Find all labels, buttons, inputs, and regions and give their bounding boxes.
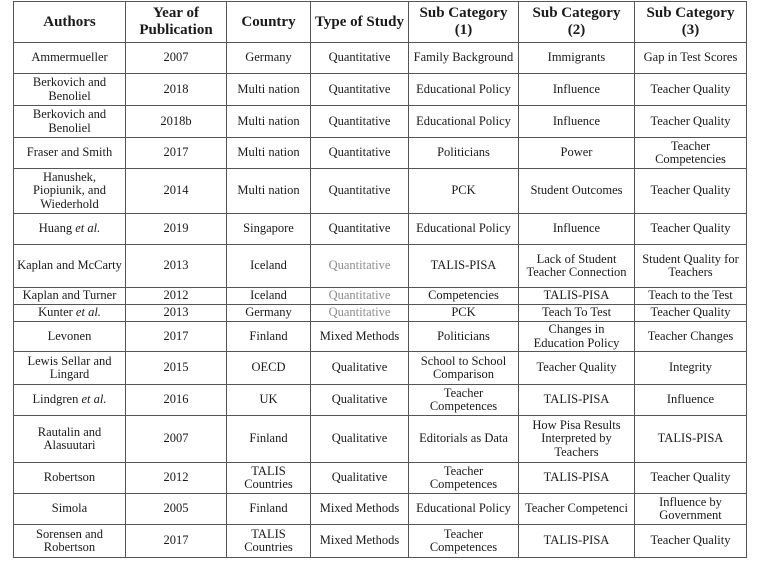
cell-year: 2013 <box>126 245 227 288</box>
cell-sub-category-1: Editorials as Data <box>409 416 519 463</box>
cell-sub-category-2: Influence <box>519 214 635 245</box>
cell-country: Finland <box>227 322 311 352</box>
cell-type: Qualitative <box>311 352 409 385</box>
cell-authors <box>14 214 126 245</box>
cell-country: Finland <box>227 416 311 463</box>
author-name: Kaplan and Turner <box>22 288 117 303</box>
cell-type: Mixed Methods <box>311 322 409 352</box>
author-name: Fraser and Smith <box>26 145 113 160</box>
table-row <box>14 525 747 558</box>
cell-country: Multi nation <box>227 138 311 169</box>
cell-sub-category-2: TALIS-PISA <box>519 525 635 558</box>
cell-year: 2007 <box>126 43 227 74</box>
cell-sub-category-1: PCK <box>409 169 519 214</box>
header-authors: Authors <box>14 2 126 43</box>
author-name: Kaplan and McCarty <box>17 258 122 273</box>
table-row <box>14 245 747 288</box>
cell-type: Quantitative <box>311 245 409 288</box>
cell-sub-category-3: Integrity <box>635 352 747 385</box>
cell-sub-category-3: Influence <box>635 385 747 416</box>
cell-authors <box>14 463 126 494</box>
cell-sub-category-3: Teacher Quality <box>635 106 747 138</box>
cell-type: Quantitative <box>311 305 409 322</box>
cell-sub-category-3: Teacher Quality <box>635 305 747 322</box>
table-row <box>14 106 747 138</box>
cell-type: Mixed Methods <box>311 494 409 525</box>
cell-sub-category-3: Teacher Quality <box>635 169 747 214</box>
cell-authors <box>14 305 126 322</box>
cell-authors <box>14 385 126 416</box>
cell-authors <box>14 525 126 558</box>
cell-sub-category-2: Teacher Competenci <box>519 494 635 525</box>
cell-sub-category-3: Influence by Government <box>635 494 747 525</box>
table-row <box>14 169 747 214</box>
cell-sub-category-1: Educational Policy <box>409 494 519 525</box>
cell-sub-category-1: Teacher Competences <box>409 525 519 558</box>
cell-sub-category-3: Teach to the Test <box>635 288 747 305</box>
header-row <box>14 2 747 43</box>
author-name: Rautalin and Alasuutari <box>37 424 102 452</box>
cell-year: 2018 <box>126 74 227 106</box>
cell-sub-category-2: Lack of Student Teacher Connection <box>519 245 635 288</box>
header-type: Type of Study <box>311 2 409 43</box>
cell-sub-category-2: TALIS-PISA <box>519 385 635 416</box>
cell-year: 2014 <box>126 169 227 214</box>
cell-authors <box>14 288 126 305</box>
header-sub-category-2: Sub Category (2) <box>519 2 635 43</box>
cell-country: Multi nation <box>227 74 311 106</box>
cell-sub-category-2: Power <box>519 138 635 169</box>
cell-authors <box>14 43 126 74</box>
cell-sub-category-1: Teacher Competences <box>409 385 519 416</box>
cell-country: Singapore <box>227 214 311 245</box>
author-name: Robertson <box>43 470 96 485</box>
cell-authors <box>14 138 126 169</box>
et-al-suffix: et al. <box>81 392 107 407</box>
cell-sub-category-1: PCK <box>409 305 519 322</box>
cell-authors <box>14 494 126 525</box>
cell-type: Qualitative <box>311 385 409 416</box>
cell-authors <box>14 352 126 385</box>
cell-type: Quantitative <box>311 74 409 106</box>
table-row <box>14 305 747 322</box>
table-row <box>14 385 747 416</box>
cell-type: Quantitative <box>311 288 409 305</box>
cell-sub-category-3: Teacher Quality <box>635 214 747 245</box>
cell-type: Quantitative <box>311 138 409 169</box>
cell-sub-category-2: TALIS-PISA <box>519 463 635 494</box>
cell-authors <box>14 416 126 463</box>
cell-country: Germany <box>227 43 311 74</box>
cell-sub-category-1: Competencies <box>409 288 519 305</box>
cell-sub-category-1: Teacher Competences <box>409 463 519 494</box>
author-name: Levonen <box>47 328 92 343</box>
cell-sub-category-2: Influence <box>519 106 635 138</box>
cell-sub-category-3: Teacher Quality <box>635 525 747 558</box>
cell-year: 2017 <box>126 322 227 352</box>
cell-year: 2007 <box>126 416 227 463</box>
cell-sub-category-3: Teacher Competencies <box>635 138 747 169</box>
et-al-suffix: et al. <box>75 221 101 236</box>
cell-country: Multi nation <box>227 106 311 138</box>
cell-authors <box>14 74 126 106</box>
cell-sub-category-2: Student Outcomes <box>519 169 635 214</box>
cell-sub-category-3: Teacher Quality <box>635 463 747 494</box>
header-sub-category-3: Sub Category (3) <box>635 2 747 43</box>
table-row <box>14 494 747 525</box>
cell-country: Germany <box>227 305 311 322</box>
cell-sub-category-2: Immigrants <box>519 43 635 74</box>
cell-type: Quantitative <box>311 214 409 245</box>
cell-country: TALIS Countries <box>227 525 311 558</box>
cell-sub-category-3: Teacher Changes <box>635 322 747 352</box>
cell-sub-category-1: Family Background <box>409 43 519 74</box>
cell-type: Mixed Methods <box>311 525 409 558</box>
cell-year: 2012 <box>126 463 227 494</box>
literature-table <box>13 1 747 558</box>
cell-year: 2017 <box>126 525 227 558</box>
author-name: Berkovich and Benoliel <box>32 75 107 103</box>
header-year: Year of Publication <box>126 2 227 43</box>
table-row <box>14 288 747 305</box>
cell-sub-category-2: Teacher Quality <box>519 352 635 385</box>
cell-authors <box>14 322 126 352</box>
cell-year: 2005 <box>126 494 227 525</box>
cell-country: TALIS Countries <box>227 463 311 494</box>
cell-sub-category-1: Educational Policy <box>409 106 519 138</box>
cell-type: Qualitative <box>311 416 409 463</box>
cell-type: Quantitative <box>311 169 409 214</box>
cell-type: Quantitative <box>311 106 409 138</box>
author-name: Huang <box>38 221 73 236</box>
table-row <box>14 43 747 74</box>
author-name: Lindgren <box>32 392 79 407</box>
et-al-suffix: et al. <box>75 305 101 320</box>
table-row <box>14 416 747 463</box>
cell-sub-category-1: Politicians <box>409 322 519 352</box>
cell-country: UK <box>227 385 311 416</box>
cell-sub-category-1: School to School Comparison <box>409 352 519 385</box>
table-row <box>14 138 747 169</box>
cell-country: Finland <box>227 494 311 525</box>
cell-year: 2013 <box>126 305 227 322</box>
author-name: Hanushek, Piopiunik, and Wiederhold <box>33 169 106 211</box>
cell-type: Quantitative <box>311 43 409 74</box>
table-row <box>14 352 747 385</box>
cell-country: Multi nation <box>227 169 311 214</box>
author-name: Lewis Sellar and Lingard <box>27 353 112 381</box>
cell-year: 2019 <box>126 214 227 245</box>
cell-sub-category-2: Influence <box>519 74 635 106</box>
cell-authors <box>14 245 126 288</box>
author-name: Sorensen and Robertson <box>36 526 103 554</box>
cell-year: 2015 <box>126 352 227 385</box>
cell-year: 2016 <box>126 385 227 416</box>
author-name: Kunter <box>38 305 73 320</box>
cell-sub-category-1: TALIS-PISA <box>409 245 519 288</box>
cell-sub-category-3: TALIS-PISA <box>635 416 747 463</box>
header-country: Country <box>227 2 311 43</box>
cell-sub-category-1: Politicians <box>409 138 519 169</box>
cell-sub-category-2: Teach To Test <box>519 305 635 322</box>
cell-sub-category-1: Educational Policy <box>409 74 519 106</box>
table-row <box>14 322 747 352</box>
author-name: Ammermueller <box>31 50 108 65</box>
cell-sub-category-3: Gap in Test Scores <box>635 43 747 74</box>
author-name: Berkovich and Benoliel <box>32 107 107 135</box>
cell-sub-category-3: Student Quality for Teachers <box>635 245 747 288</box>
table-row <box>14 463 747 494</box>
cell-country: Iceland <box>227 245 311 288</box>
cell-country: OECD <box>227 352 311 385</box>
cell-sub-category-1: Educational Policy <box>409 214 519 245</box>
cell-year: 2012 <box>126 288 227 305</box>
table-row <box>14 74 747 106</box>
cell-year: 2017 <box>126 138 227 169</box>
cell-sub-category-2: Changes in Education Policy <box>519 322 635 352</box>
table-row <box>14 214 747 245</box>
author-name: Simola <box>51 501 88 516</box>
cell-type: Qualitative <box>311 463 409 494</box>
cell-sub-category-2: TALIS-PISA <box>519 288 635 305</box>
cell-sub-category-3: Teacher Quality <box>635 74 747 106</box>
cell-sub-category-2: How Pisa Results Interpreted by Teachers <box>519 416 635 463</box>
cell-authors <box>14 106 126 138</box>
header-sub-category-1: Sub Category (1) <box>409 2 519 43</box>
cell-year: 2018b <box>126 106 227 138</box>
cell-authors <box>14 169 126 214</box>
cell-country: Iceland <box>227 288 311 305</box>
